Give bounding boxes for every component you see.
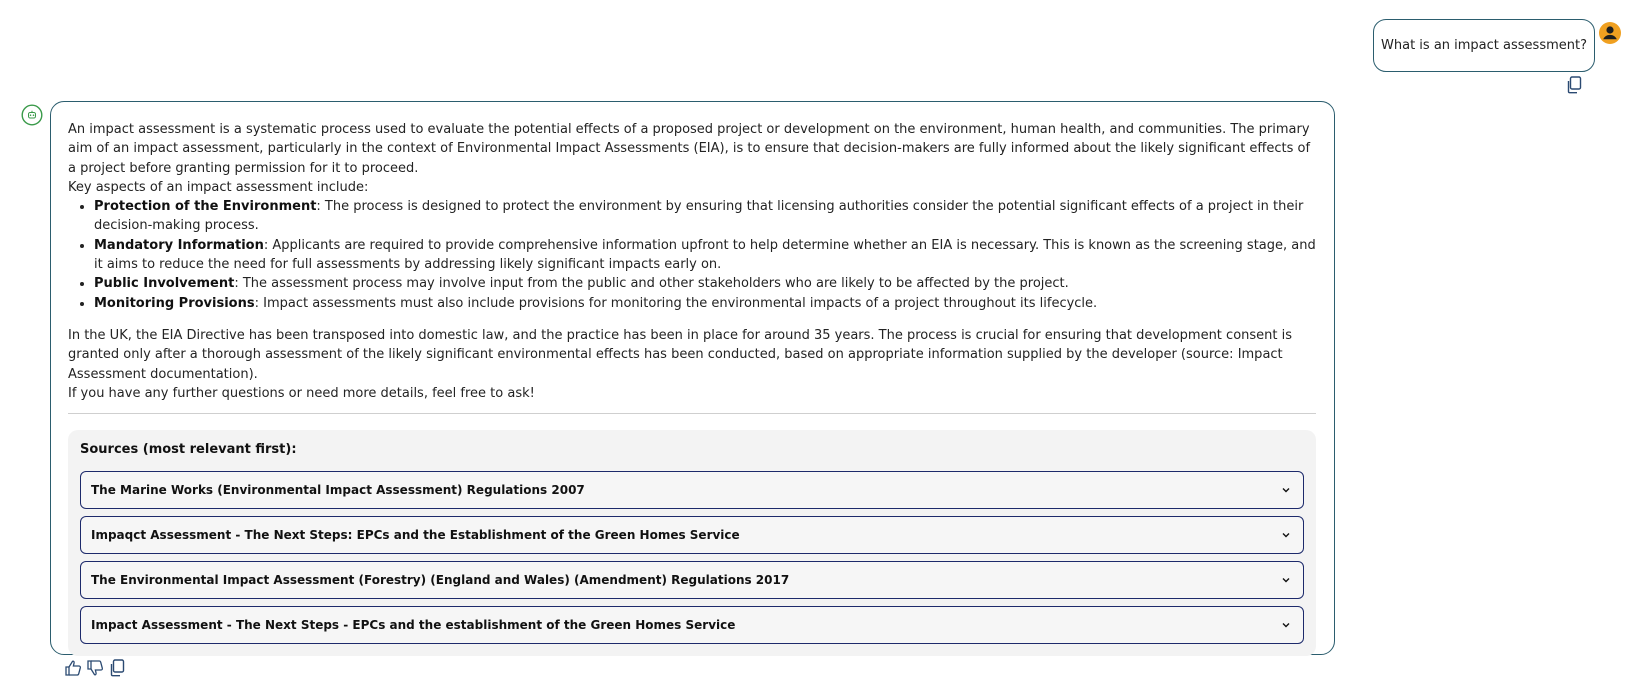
user-message-text: What is an impact assessment?	[1381, 38, 1587, 53]
bullet-text: : Impact assessments must also include provisions for monitoring the environmental impacts of a project throughout its lifecycle.	[254, 295, 1098, 311]
source-label: The Marine Works (Environmental Impact Assessment) Regulations 2007	[91, 483, 585, 498]
chevron-down-icon	[1281, 575, 1291, 585]
assistant-answer	[68, 120, 1316, 403]
source-label: Impaqct Assessment - The Next Steps: EPCs and the Establishment of the Green Homes Service	[91, 528, 740, 543]
source-accordion-4[interactable]	[80, 606, 1304, 644]
source-accordion-2[interactable]	[80, 516, 1304, 554]
bullet-title: Mandatory Information	[94, 237, 264, 253]
user-message-bubble	[1373, 19, 1595, 72]
source-label: Impact Assessment - The Next Steps - EPCs and the establishment of the Green Homes Service	[91, 618, 736, 633]
thumbs-down-icon[interactable]	[86, 659, 104, 677]
user-avatar-icon	[1598, 21, 1622, 45]
list-item	[94, 294, 1316, 313]
bullet-title: Monitoring Provisions	[94, 295, 255, 311]
source-label: The Environmental Impact Assessment (Forestry) (England and Wales) (Amendment) Regulations 2017	[91, 573, 790, 588]
bullet-text: : The process is designed to protect the environment by ensuring that licensing authorities consider the potential significant effects of a project in their decision-making process.	[94, 199, 1304, 234]
bullet-title: Public Involvement	[94, 276, 235, 292]
list-item	[94, 274, 1316, 293]
bot-avatar-icon	[21, 104, 43, 126]
chevron-down-icon	[1281, 620, 1291, 630]
source-accordion-3[interactable]	[80, 561, 1304, 599]
closing-text: If you have any further questions or need more details, feel free to ask!	[68, 385, 535, 401]
bullet-text: : Applicants are required to provide comprehensive information upfront to help determine whether an EIA is necessary. This is known as the screening stage, and it aims to reduce the need for full assessments by addressing likely significant impacts early on.	[94, 237, 1316, 273]
list-item	[94, 236, 1316, 275]
source-accordion-1[interactable]	[80, 471, 1304, 509]
chevron-down-icon	[1281, 485, 1291, 495]
uk-paragraph: In the UK, the EIA Directive has been transposed into domestic law, and the practice has been in place for around 35 years. The process is crucial for ensuring that development consent is granted only after a thorough assessment of the likely significant environmental effects has been conducted, based on appropriate information supplied by the developer (source: Impact Assessment documentation).	[68, 327, 1293, 382]
key-aspects-list	[68, 197, 1316, 313]
thumbs-up-icon[interactable]	[64, 659, 82, 677]
bullet-title: Protection of the Environment	[94, 199, 317, 215]
bullet-text: : The assessment process may involve input from the public and other stakeholders who are likely to be affected by the project.	[234, 276, 1069, 292]
sources-title: Sources (most relevant first):	[80, 442, 297, 458]
divider	[68, 413, 1316, 414]
list-item	[94, 197, 1316, 236]
assistant-message-card	[50, 101, 1335, 655]
key-aspects-heading: Key aspects of an impact assessment include:	[68, 179, 369, 195]
sources-panel	[68, 430, 1316, 656]
chevron-down-icon	[1281, 530, 1291, 540]
copy-icon[interactable]	[1566, 76, 1582, 94]
answer-intro: An impact assessment is a systematic process used to evaluate the potential effects of a proposed project or development on the environment, human health, and communities. The primary aim of an impact assessment, particularly in the context of Environmental Impact Assessments (EIA), is to ensure that decision-makers are fully informed about the likely significant effects of a project before granting permission for it to proceed.	[68, 122, 1311, 176]
feedback-toolbar	[64, 659, 126, 677]
copy-icon[interactable]	[108, 659, 126, 677]
